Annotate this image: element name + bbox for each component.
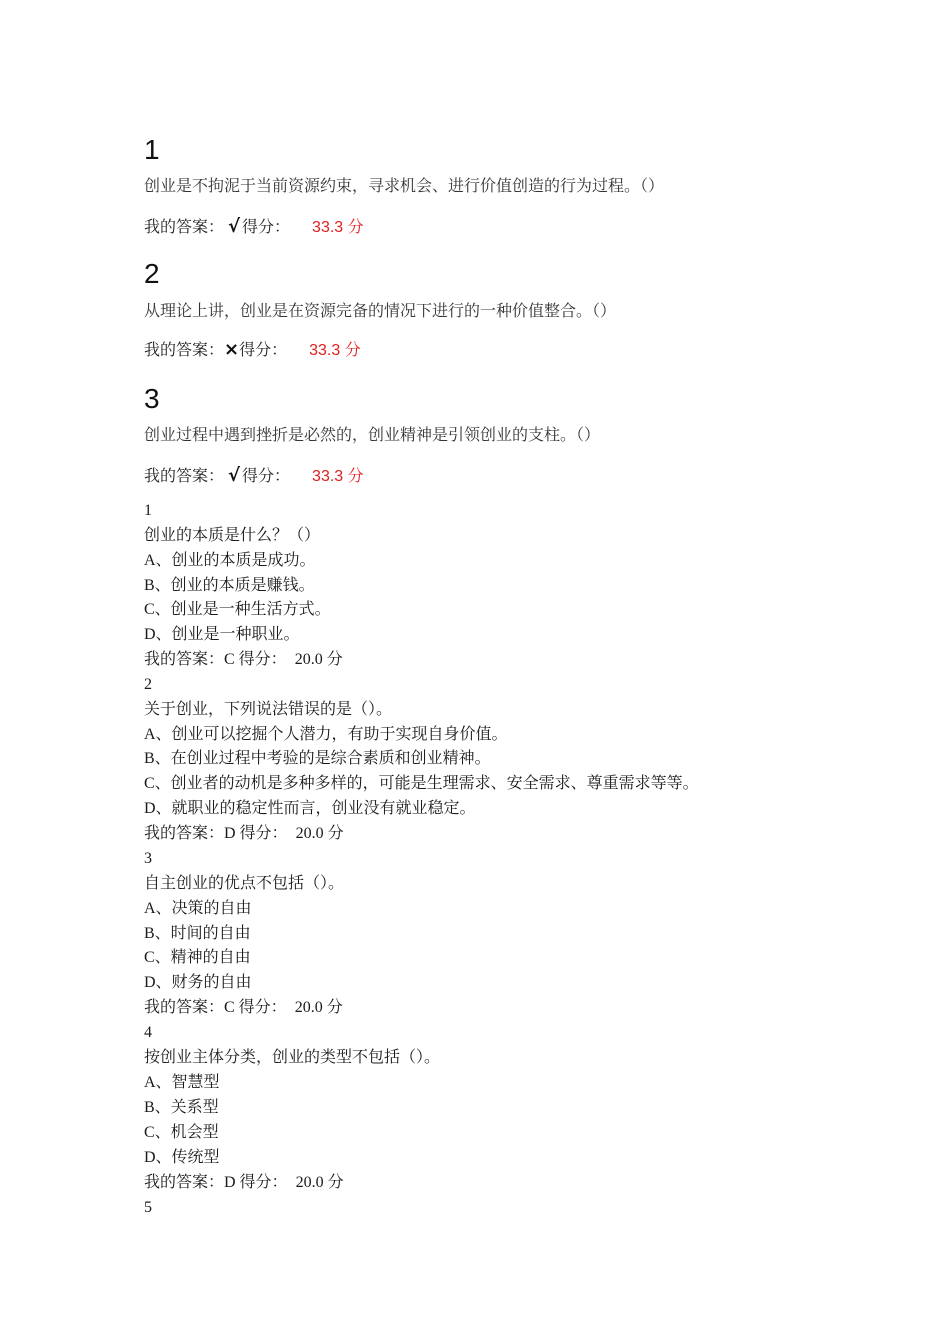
option-c: C、创业者的动机是多种多样的，可能是生理需求、安全需求、尊重需求等等。	[144, 775, 699, 792]
option-c: C、精神的自由	[144, 949, 251, 966]
question-number: 5	[144, 1199, 152, 1216]
option-a: A、创业可以挖掘个人潜力，有助于实现自身价值。	[144, 726, 508, 743]
score-value: 33.3 分	[309, 342, 361, 359]
score-value: 20.0 分	[294, 999, 343, 1016]
answer-line	[144, 338, 361, 363]
answer-line	[144, 1170, 344, 1195]
option-d: D、传统型	[144, 1149, 220, 1166]
answer-text: 我的答案：D 得分：	[144, 825, 288, 842]
question-number: 3	[144, 383, 160, 414]
question-number: 4	[144, 1024, 152, 1041]
question-text: 创业是不拘泥于当前资源约束，寻求机会、进行价值创造的行为过程。（）	[144, 178, 665, 195]
score-value: 20.0 分	[294, 651, 343, 668]
question-text: 关于创业，下列说法错误的是（）。	[144, 701, 393, 718]
question-number: 2	[144, 258, 160, 289]
answer-label: 我的答案：	[144, 468, 225, 485]
question-number: 2	[144, 676, 152, 693]
answer-line	[144, 215, 364, 240]
score-value: 20.0 分	[295, 825, 344, 842]
answer-line	[144, 995, 343, 1020]
answer-line	[144, 647, 343, 672]
question-text: 从理论上讲，创业是在资源完备的情况下进行的一种价值整合。（）	[144, 303, 617, 320]
score-label: 得分：	[242, 468, 291, 485]
question-number: 1	[144, 134, 160, 165]
answer-text: 我的答案：C 得分：	[144, 999, 287, 1016]
question-text: 自主创业的优点不包括（）。	[144, 875, 345, 892]
option-b: B、在创业过程中考验的是综合素质和创业精神。	[144, 750, 491, 767]
score-value: 33.3 分	[312, 219, 364, 236]
answer-label: 我的答案：	[144, 342, 225, 359]
score-label: 得分：	[242, 219, 291, 236]
option-a: A、创业的本质是成功。	[144, 552, 316, 569]
answer-line	[144, 464, 364, 489]
score-label: 得分：	[239, 342, 288, 359]
question-number: 3	[144, 850, 152, 867]
option-b: B、关系型	[144, 1099, 219, 1116]
option-d: D、创业是一种职业。	[144, 626, 300, 643]
check-mark-icon: √	[228, 216, 241, 237]
cross-mark-icon: ×	[224, 339, 240, 360]
answer-line	[144, 821, 344, 846]
question-text: 按创业主体分类，创业的类型不包括（）。	[144, 1049, 441, 1066]
question-text: 创业过程中遇到挫折是必然的，创业精神是引领创业的支柱。（）	[144, 427, 601, 444]
score-value: 20.0 分	[295, 1174, 344, 1191]
question-text: 创业的本质是什么？（）	[144, 527, 321, 544]
answer-text: 我的答案：D 得分：	[144, 1174, 288, 1191]
option-b: B、创业的本质是赚钱。	[144, 577, 315, 594]
option-c: C、创业是一种生活方式。	[144, 601, 331, 618]
option-d: D、就职业的稳定性而言，创业没有就业稳定。	[144, 800, 476, 817]
option-d: D、财务的自由	[144, 974, 252, 991]
check-mark-icon: √	[228, 465, 241, 486]
answer-text: 我的答案：C 得分：	[144, 651, 287, 668]
option-a: A、智慧型	[144, 1074, 220, 1091]
option-a: A、决策的自由	[144, 900, 252, 917]
option-c: C、机会型	[144, 1124, 219, 1141]
option-b: B、时间的自由	[144, 925, 251, 942]
answer-label: 我的答案：	[144, 219, 225, 236]
question-number: 1	[144, 502, 152, 519]
score-value: 33.3 分	[312, 468, 364, 485]
